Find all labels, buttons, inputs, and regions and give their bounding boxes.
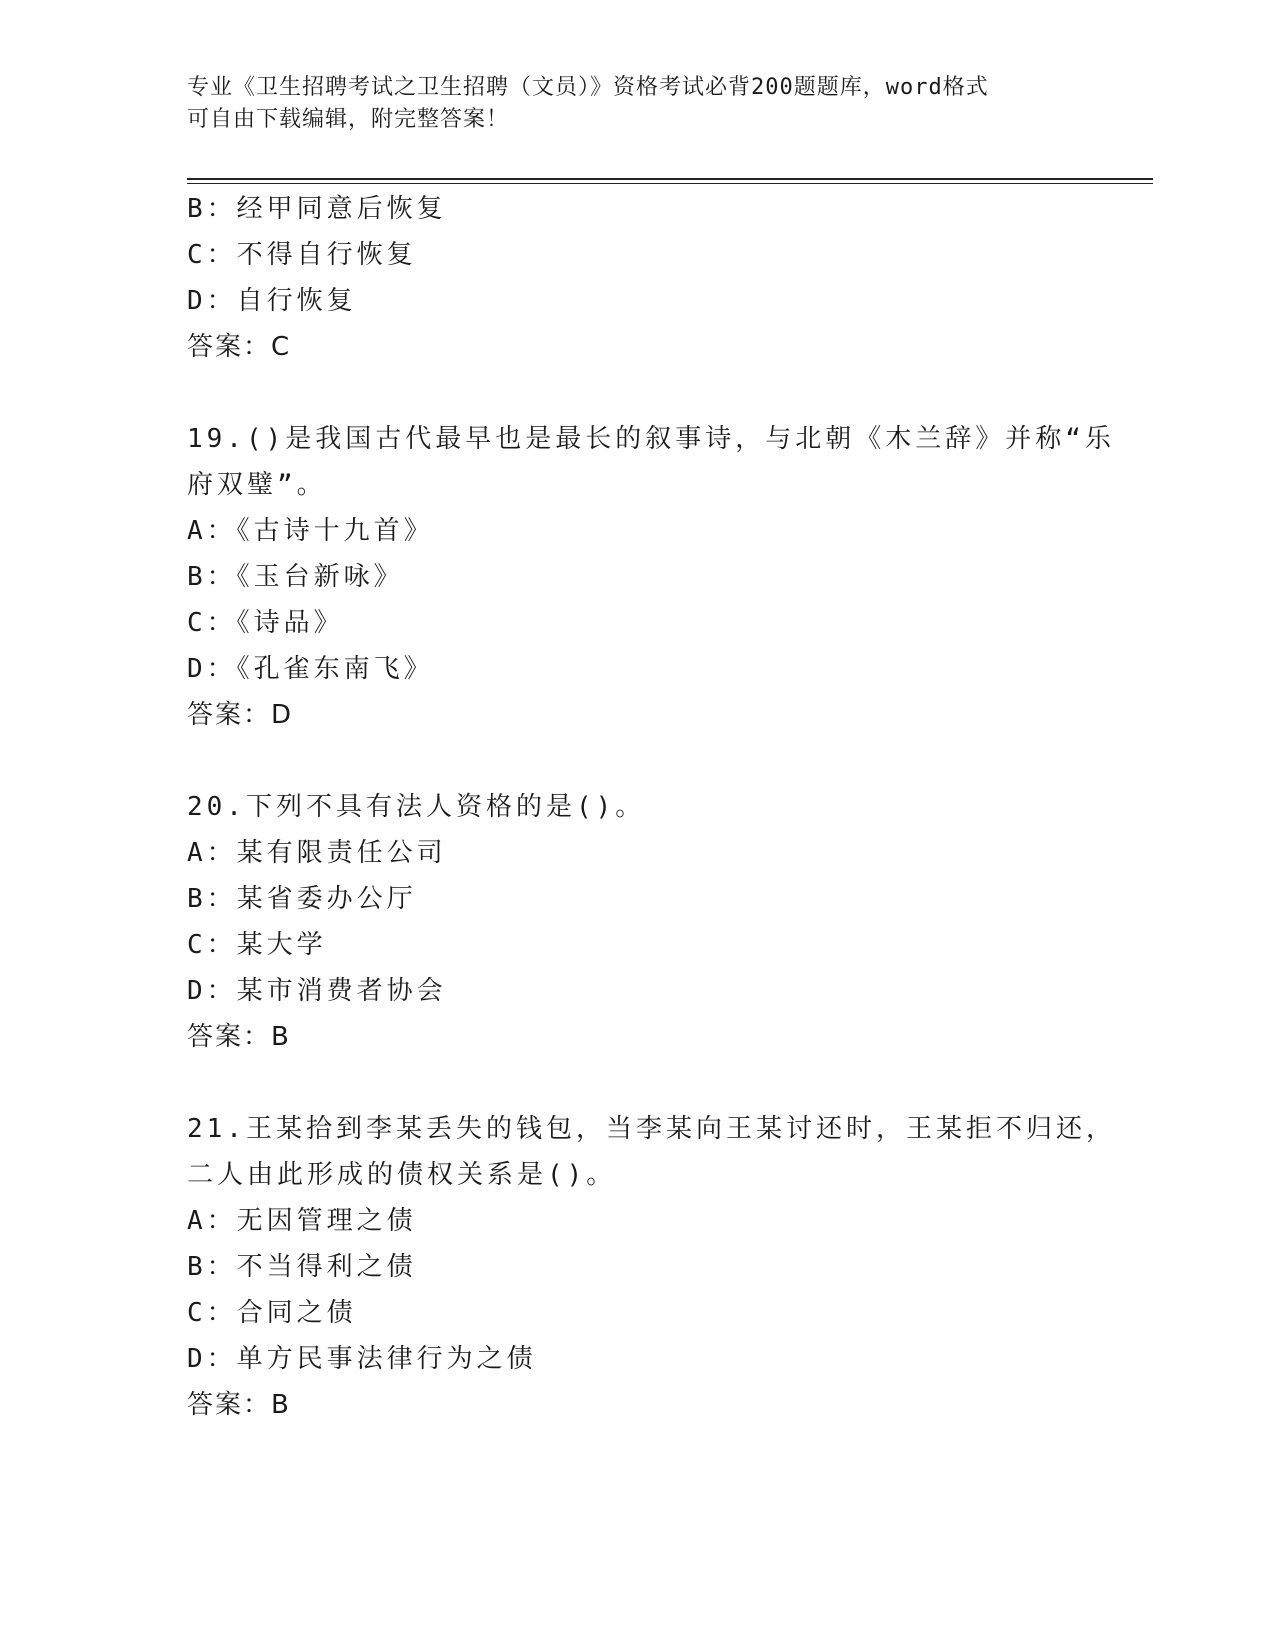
option-a: A：无因管理之债 [187,1206,417,1236]
document-header [187,72,1087,136]
option-d: D：某市消费者协会 [187,976,447,1006]
option-d: D：自行恢复 [187,286,357,316]
option-d: D：《孔雀东南飞》 [187,654,434,684]
option-c: C：不得自行恢复 [187,240,417,270]
option-a: A：《古诗十九首》 [187,516,434,546]
option-b: B：不当得利之债 [187,1252,417,1282]
spacer [187,370,1087,416]
question-list [187,186,1116,1428]
question-block-18 [187,186,1087,370]
answer-line: 答案：B [187,1022,291,1052]
answer-line: 答案：D [187,700,294,730]
question-block-19 [187,416,1115,738]
question-block-21 [187,1106,1116,1428]
question-block-20 [187,784,1087,1060]
question-stem-continued: 府双璧”。 [187,470,327,500]
header-line-2: 可自由下载编辑，附完整答案！ [187,107,510,132]
question-stem-continued: 二人由此形成的债权关系是()。 [187,1160,617,1190]
answer-line: 答案：C [187,332,292,362]
option-b: B：经甲同意后恢复 [187,194,447,224]
header-line-1: 专业《卫生招聘考试之卫生招聘（文员）》资格考试必背200题题库，word格式 [187,75,989,100]
option-c: C：《诗品》 [187,608,344,638]
answer-line: 答案：B [187,1390,291,1420]
spacer [187,1060,1087,1106]
option-d: D：单方民事法律行为之债 [187,1344,537,1374]
header-divider-thick [187,178,1153,180]
option-b: B：某省委办公厅 [187,884,417,914]
question-stem: 19.()是我国古代最早也是最长的叙事诗，与北朝《木兰辞》并称“乐 [187,424,1115,454]
spacer [187,738,1087,784]
option-b: B：《玉台新咏》 [187,562,404,592]
question-stem: 21.王某拾到李某丢失的钱包，当李某向王某讨还时，王某拒不归还， [187,1114,1116,1144]
option-c: C：合同之债 [187,1298,357,1328]
header-divider-thin [187,183,1153,184]
option-c: C：某大学 [187,930,327,960]
question-stem: 20.下列不具有法人资格的是()。 [187,792,646,822]
option-a: A：某有限责任公司 [187,838,447,868]
